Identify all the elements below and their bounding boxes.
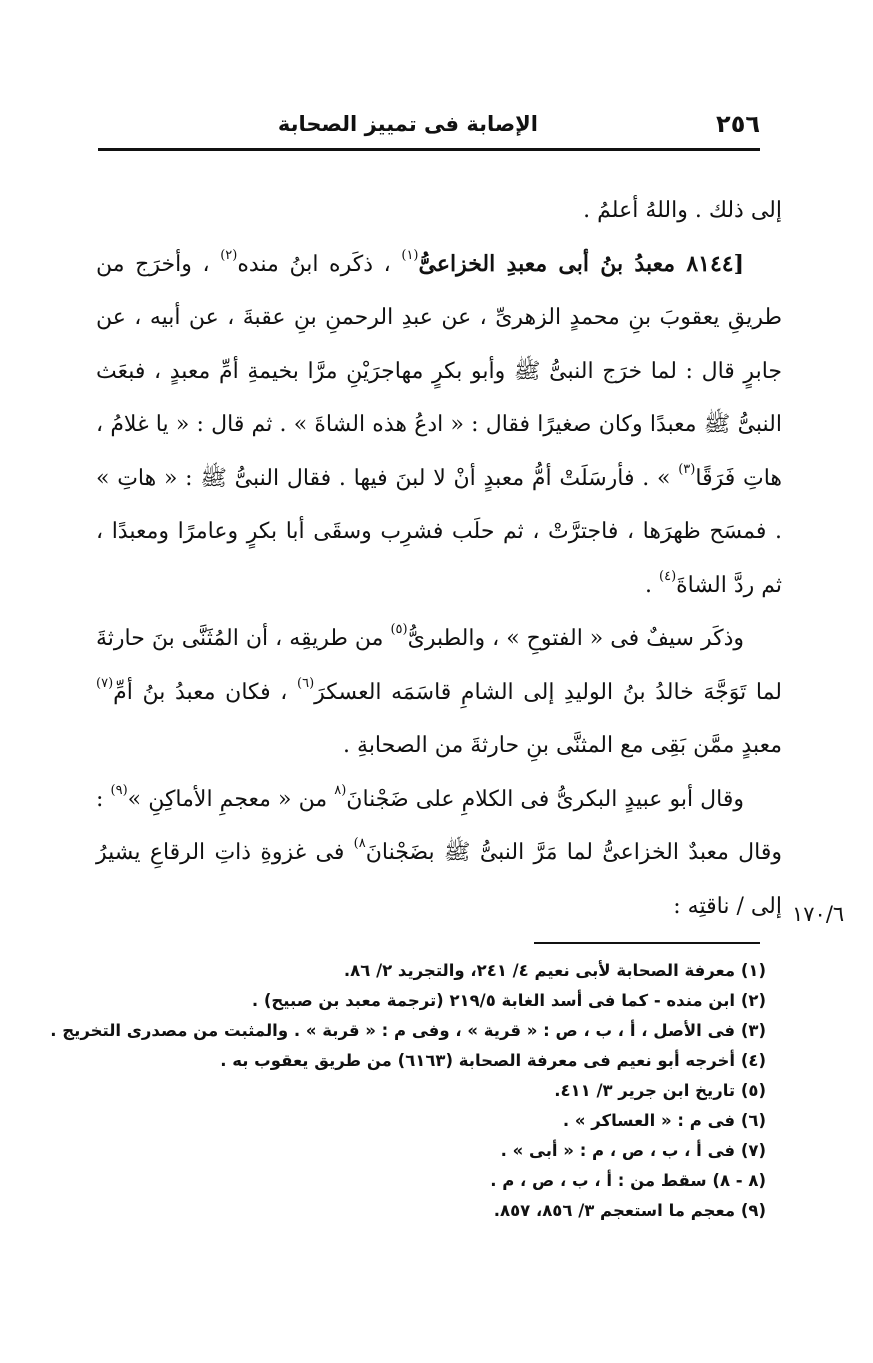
text-run: من « معجمِ الأماكِنِ » bbox=[127, 786, 335, 812]
paragraph bbox=[96, 612, 782, 773]
paragraph bbox=[96, 184, 782, 238]
text-run: ، ذكَره ابنُ منده bbox=[237, 251, 402, 277]
entry-paragraph bbox=[96, 238, 782, 613]
footnote: (٤) أخرجه أبو نعيم فى معرفة الصحابة (٦١٦٣) من طريق يعقوب به . bbox=[220, 1051, 766, 1070]
footnote: (٣) فى الأصل ، أ ، ب ، ص : « قرية » ، وفى م : « قربة » . والمثبت من مصدرى التخريج . bbox=[50, 1021, 766, 1040]
text-run: ، فكان معبدُ بنُ أمِّ bbox=[113, 679, 298, 705]
text-run: فى غزوةِ ذاتِ الرقاعِ يشيرُ إلى / ناقتِه : bbox=[96, 840, 782, 919]
footnote-marker[interactable]: (٧) bbox=[96, 675, 114, 691]
footnote-marker[interactable]: (٨ bbox=[334, 782, 347, 798]
text-run: معبدٍ ممَّن بَقِى مع المثنَّى بنِ حارثةَ من الصحابةِ . bbox=[343, 733, 782, 758]
running-title: الإصابة فى تمييز الصحابة bbox=[277, 112, 538, 136]
text-run: من طريقِه ، أن المُثَنَّى بنَ حارثةَ لما تَوَجَّهَ خالدُ بنُ الوليدِ إلى الشامِ قاسَمَه العسكرَ bbox=[96, 626, 783, 705]
text-run: وقال أبو عبيدٍ البكرىُّ فى الكلامِ على ضَجْنانَ bbox=[346, 786, 745, 812]
header-rule bbox=[98, 148, 760, 151]
page-header bbox=[98, 104, 760, 144]
page-number: ٢٥٦ bbox=[716, 110, 760, 138]
footnote-marker[interactable]: (٩) bbox=[110, 782, 128, 798]
text-run: . bbox=[645, 572, 660, 598]
footnote: (٩) معجم ما استعجم ٣/ ٨٥٦، ٨٥٧. bbox=[493, 1201, 766, 1220]
footnote-marker[interactable]: (٢) bbox=[220, 247, 238, 263]
footnote: (٧) فى أ ، ب ، ص ، م : « أبى » . bbox=[500, 1141, 766, 1160]
text-run: إلى ذلك . واللهُ أعلمُ . bbox=[583, 198, 782, 223]
footnote: (٦) فى م : « العساكر » . bbox=[562, 1111, 766, 1130]
footnote-rule bbox=[534, 942, 760, 944]
footnote: (٢) ابن منده - كما فى أسد الغابة ٢١٩/٥ (ترجمة معبد بن صبيح) . bbox=[251, 991, 766, 1010]
footnote-marker[interactable]: (٤) bbox=[659, 568, 677, 584]
footnotes bbox=[50, 956, 766, 1226]
footnote-marker[interactable]: (٥) bbox=[390, 622, 408, 637]
main-text bbox=[96, 184, 782, 933]
text-run: » . فأرسَلَتْ أمُّ معبدٍ أنْ لا لبنَ فيها . فقال النبىُّ ﷺ : « هاتِ » . فمسَح ظهرَها ، فاجترَّتْ ، ثم حلَب فشرِب وسقَى أبا بكرٍ وعامرًا ومعبدًا ، ثم ردَّ الشاةَ bbox=[96, 465, 782, 598]
paragraph bbox=[96, 773, 782, 934]
entry-heading: [٨١٤٤ معبدُ بنُ أبى معبدِ الخزاعىُّ bbox=[418, 250, 744, 277]
text-run: وذكَر سيفٌ فى « الفتوحِ » ، والطبرىُّ bbox=[407, 626, 744, 651]
footnote-marker[interactable]: (٣) bbox=[678, 461, 696, 477]
footnote-marker[interactable]: (٦) bbox=[297, 675, 315, 691]
footnote: (٨ - ٨) سقط من : أ ، ب ، ص ، م . bbox=[490, 1171, 766, 1190]
footnote-marker[interactable]: (١) bbox=[401, 247, 419, 263]
footnote: (٥) تاريخ ابن جرير ٣/ ٤١١. bbox=[554, 1081, 766, 1100]
footnote-marker[interactable]: ٨) bbox=[353, 836, 366, 851]
margin-reference: ١٧٠/٦ bbox=[792, 902, 845, 926]
text-run: : وقال معبدٌ الخزاعىُّ لما مَرَّ النبىُّ ﷺ بضَجْنانَ bbox=[96, 786, 782, 865]
text-run: ، وأخرَج من طريقِ يعقوبَ بنِ محمدٍ الزهرىِّ ، عن عبدِ الرحمنِ بنِ عقبةَ ، عن أبيه ، عن جابرٍ قال : لما خرَج النبىُّ ﷺ وأبو بكرٍ مهاجرَيْنِ مرَّا بخيمةِ أمِّ معبدٍ ، فبعَث النبىُّ ﷺ معبدًا وكان صغيرًا فقال : « ادعُ هذه الشاةَ » . ثم قال : « يا غلامُ ، هاتِ فَرَقًا bbox=[96, 251, 782, 491]
footnote: (١) معرفة الصحابة لأبى نعيم ٤/ ٢٤١، والتجريد ٢/ ٨٦. bbox=[343, 961, 766, 980]
